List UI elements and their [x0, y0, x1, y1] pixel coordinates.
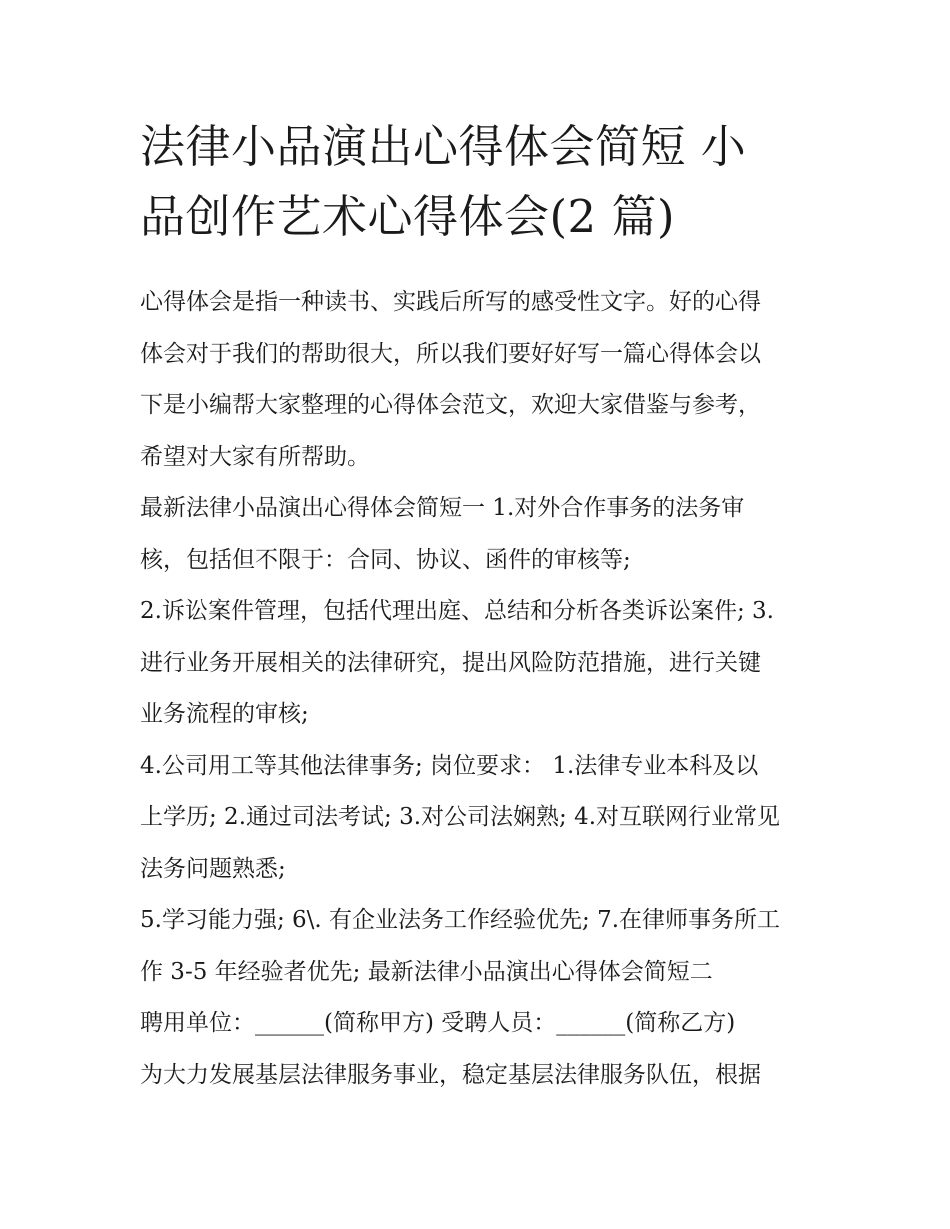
text-line: 4.公司用工等其他法律事务; 岗位要求： 1.法律专业本科及以: [140, 752, 759, 779]
text-line: 进行业务开展相关的法律研究，提出风险防范措施，进行关键: [140, 649, 761, 676]
text-line: 体会对于我们的帮助很大，所以我们要好好写一篇心得体会以: [140, 340, 761, 367]
text-line: 上学历; 2.通过司法考试; 3.对公司法娴熟; 4.对互联网行业常见: [140, 804, 781, 830]
text-line: 法务问题熟悉;: [140, 855, 286, 882]
text-line: 5.学习能力强; 6\. 有企业法务工作经验优先; 7.在律师事务所工: [140, 907, 781, 933]
text-line: 为大力发展基层法律服务事业，稳定基层法律服务队伍，根据: [140, 1061, 761, 1088]
title-line: 法律小品演出心得体会简短 小: [140, 120, 747, 173]
document-body: [140, 277, 830, 1101]
paragraph-item-1: [140, 483, 830, 586]
text-line: 心得体会是指一种读书、实践后所写的感受性文字。好的心得: [140, 289, 761, 315]
paragraph-intro: [140, 277, 830, 483]
text-line: 业务流程的审核;: [140, 701, 309, 727]
paragraph-item-2: [140, 586, 830, 741]
paragraph-item-4: [140, 741, 830, 896]
text-line: 2.诉讼案件管理，包括代理出庭、总结和分析各类诉讼案件; 3.: [140, 598, 774, 624]
document-title: [140, 112, 820, 252]
text-line: 聘用单位：______(简称甲方) 受聘人员：______(简称乙方): [140, 1010, 736, 1036]
text-line: 下是小编帮大家整理的心得体会范文，欢迎大家借鉴与参考，: [140, 392, 761, 418]
text-line: 希望对大家有所帮助。: [140, 443, 370, 470]
text-line: 核，包括但不限于：合同、协议、函件的审核等;: [140, 546, 631, 573]
text-line: 最新法律小品演出心得体会简短一 1.对外合作事务的法务审: [140, 495, 745, 521]
title-line: 品创作艺术心得体会(2 篇): [140, 190, 676, 243]
paragraph-item-5: [140, 895, 830, 1101]
text-line: 作 3-5 年经验者优先; 最新法律小品演出心得体会简短二: [140, 958, 713, 985]
